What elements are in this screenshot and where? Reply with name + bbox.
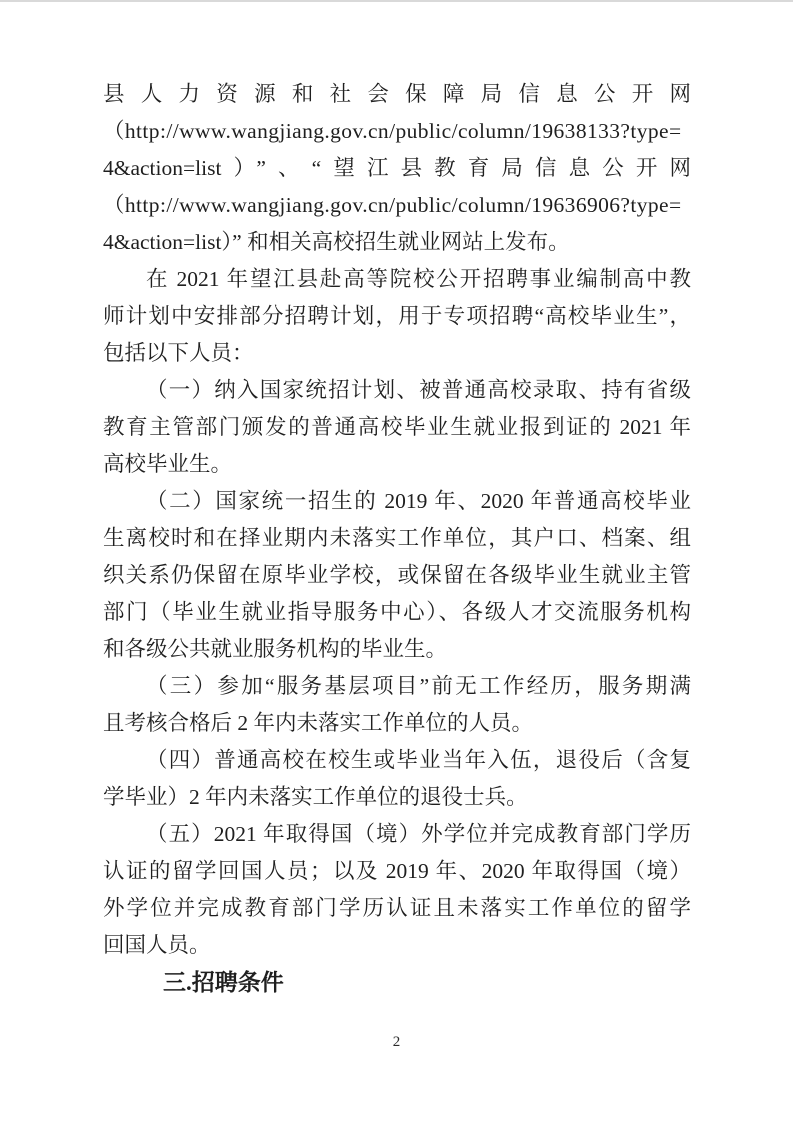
section-heading: 三.招聘条件 xyxy=(163,970,284,995)
document-line: （一）纳入国家统招计划、被普通高校录取、持有省级 xyxy=(146,378,691,402)
document-line: 部门（毕业生就业指导服务中心）、各级人才交流服务机构 xyxy=(103,600,691,624)
document-line: 外学位并完成教育部门学历认证且未落实工作单位的留学 xyxy=(103,896,691,920)
document-line: 认证的留学回国人员；以及 2019 年、2020 年取得国（境） xyxy=(103,859,691,883)
document-line: （http://www.wangjiang.gov.cn/public/column/19636906?type= xyxy=(103,193,682,217)
document-line: 回国人员。 xyxy=(103,933,211,957)
document-line: 高校毕业生。 xyxy=(103,452,233,476)
document-line: 4&action=list）”、“望江县教育局信息公开网 xyxy=(103,156,691,180)
document-line: 县人力资源和社会保障局信息公开网 xyxy=(103,82,691,106)
document-line: 且考核合格后 2 年内未落实工作单位的人员。 xyxy=(103,711,534,735)
document-line: 师计划中安排部分招聘计划，用于专项招聘“高校毕业生”， xyxy=(103,304,691,328)
document-line: （四）普通高校在校生或毕业当年入伍，退役后（含复 xyxy=(146,748,691,772)
document-line: 学毕业）2 年内未落实工作单位的退役士兵。 xyxy=(103,785,528,809)
document-body xyxy=(103,76,691,1001)
document-line: 教育主管部门颁发的普通高校毕业生就业报到证的 2021 年 xyxy=(103,415,691,439)
document-line: 4&action=list）” 和相关高校招生就业网站上发布。 xyxy=(103,230,570,254)
document-line: （三）参加“服务基层项目”前无工作经历，服务期满 xyxy=(146,674,691,698)
page-number: 2 xyxy=(392,1034,401,1050)
document-line: 和各级公共就业服务机构的毕业生。 xyxy=(103,637,448,661)
scan-edge-artifact xyxy=(0,0,793,2)
document-line: 在 2021 年望江县赴高等院校公开招聘事业编制高中教 xyxy=(146,267,691,291)
document-line: 包括以下人员： xyxy=(103,341,254,365)
document-line: 织关系仍保留在原毕业学校，或保留在各级毕业生就业主管 xyxy=(103,563,691,587)
document-line: （五）2021 年取得国（境）外学位并完成教育部门学历 xyxy=(146,822,691,846)
document-line: 生离校时和在择业期内未落实工作单位，其户口、档案、组 xyxy=(103,526,691,550)
document-line: （http://www.wangjiang.gov.cn/public/column/19638133?type= xyxy=(103,119,682,143)
document-line: （二）国家统一招生的 2019 年、2020 年普通高校毕业 xyxy=(146,489,691,513)
